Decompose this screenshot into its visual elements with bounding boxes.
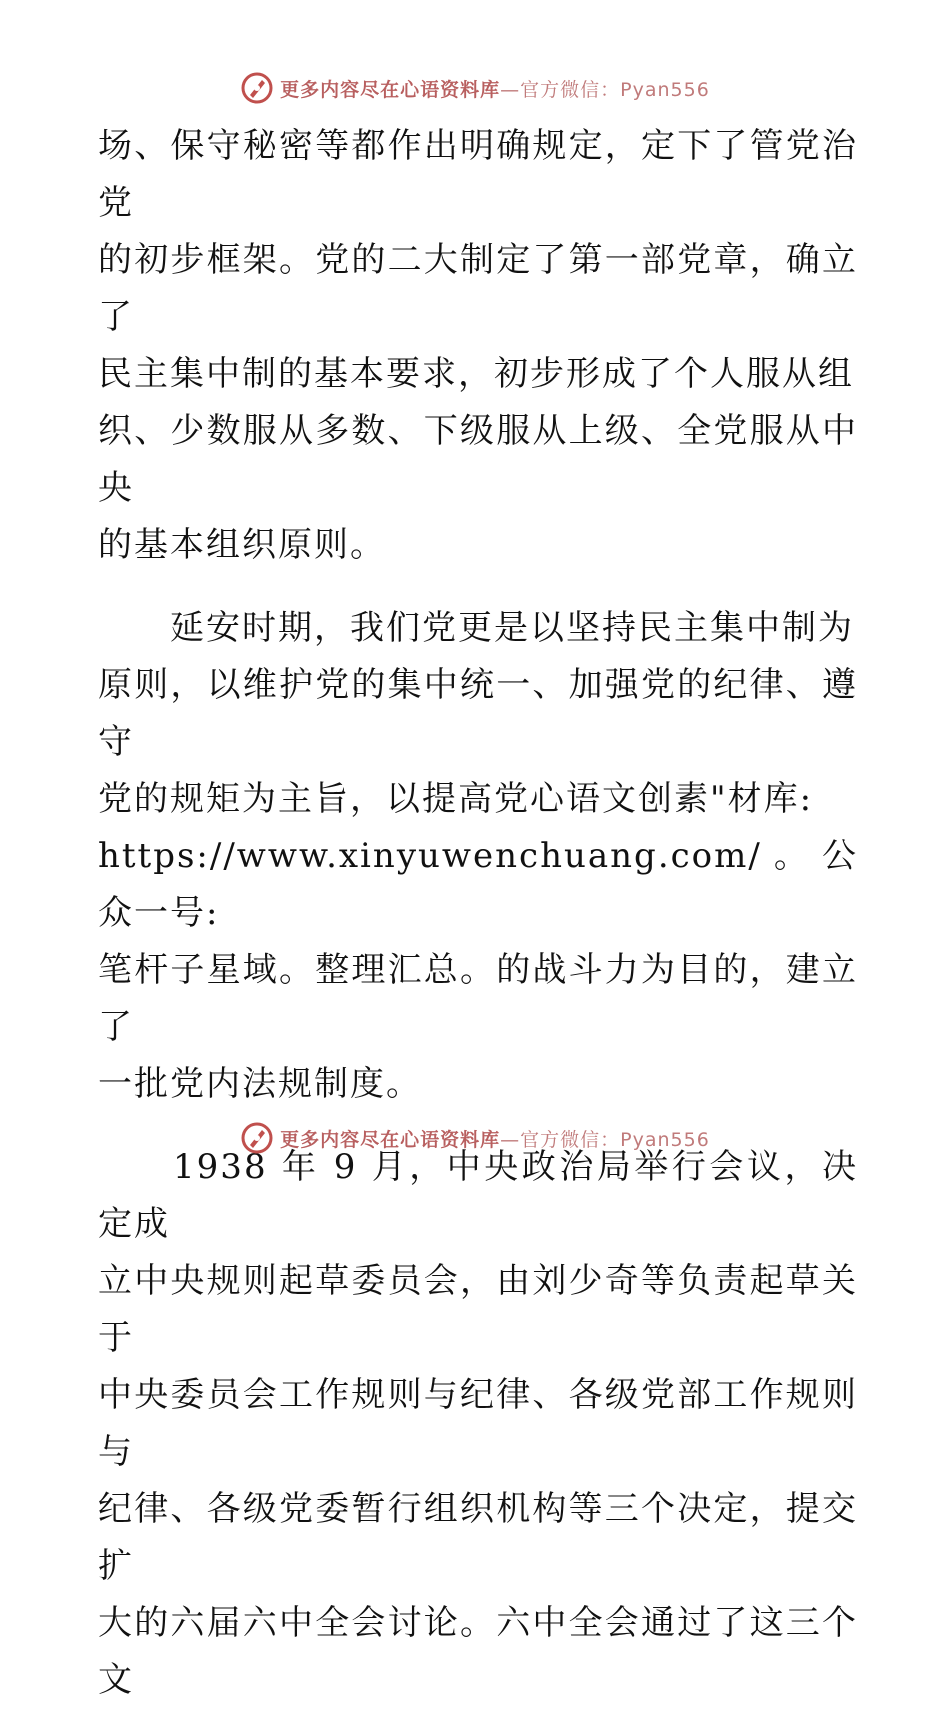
paragraph-1: 场、保守秘密等都作出明确规定，定下了管党治党 的初步框架。党的二大制定了第一部党章，确立了 民主集中制的基本要求，初步形成了个人服从组 织、少数服从多数、下级服从上级、全党服从中央 的基本组织原则。: [98, 126, 858, 565]
watermark-text: [280, 75, 710, 102]
watermark-contact-text: —官方微信：Pyan556: [500, 78, 710, 101]
pen-logo-icon: [240, 71, 274, 105]
watermark-bold-text: 更多内容尽在心语资料库: [280, 78, 501, 101]
watermark-text: [280, 1125, 710, 1152]
watermark-contact-text: —官方微信：Pyan556: [500, 1128, 710, 1151]
pen-logo-icon: [240, 1121, 274, 1155]
header-watermark-banner: [0, 70, 950, 106]
document-body: [98, 118, 858, 1735]
paragraph-2: 延安时期，我们党更是以坚持民主集中制为 原则，以维护党的集中统一、加强党的纪律、遵守 党的规矩为主旨，以提高党心语文创素"材库: https://www.xinyuwenchuang.com/。公众一号: 笔杆子星域。整理汇总。的战斗力为目的，建立了 一批党内法规制度。: [98, 608, 858, 1104]
paragraph-3: 1938 年 9 月，中央政治局举行会议，决定成 立中央规则起草委员会，由刘少奇等负责起草关于 中央委员会工作规则与纪律、各级党部工作规则与 纪律、各级党委暂行组织机构等三个决定，提交扩 大的六届六中全会讨论。六中全会通过了这三个文: [98, 1147, 858, 1700]
watermark-bold-text: 更多内容尽在心语资料库: [280, 1128, 501, 1151]
footer-watermark-banner: [0, 1120, 950, 1156]
